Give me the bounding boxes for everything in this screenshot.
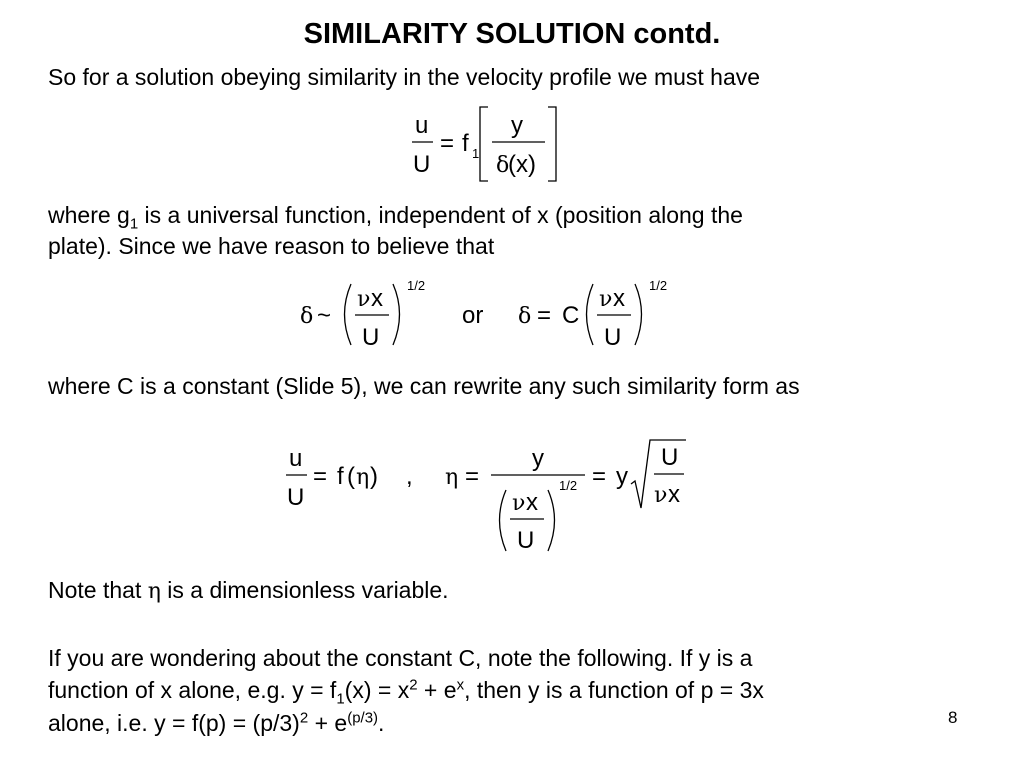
eq2-exponent-right: 1/2 <box>649 278 668 293</box>
eq3-y: y <box>616 463 628 490</box>
p5-l3-b: + e <box>308 710 348 736</box>
eq3-eta: η <box>445 465 459 490</box>
eq3-x: x <box>526 489 538 516</box>
eq3-equals-2: = <box>465 463 480 490</box>
eq3-U: U <box>517 527 535 554</box>
p5-l3-a: alone, i.e. y = f(p) = (p/3) <box>48 710 300 736</box>
paragraph-constant-note-line1: If you are wondering about the constant C, note the following. If y is a <box>48 645 753 671</box>
eq3-denominator-U: U <box>287 484 305 511</box>
eq2-U-left: U <box>362 324 380 351</box>
eq3-sqrt-numerator-U: U <box>661 444 679 471</box>
eq2-or: or <box>462 302 484 329</box>
eq2-tilde: ~ <box>317 302 332 329</box>
eq1-denominator-U: U <box>413 151 431 178</box>
paragraph-constant-note-line3 <box>48 708 384 739</box>
p5-l2-sup2: x <box>456 676 465 694</box>
eq1-numerator-u: u <box>415 112 429 139</box>
p2-text-a: where g <box>48 202 130 228</box>
eq3-f: f <box>337 463 344 490</box>
p4-text-a: Note that <box>48 577 148 603</box>
eq1-numerator-y: y <box>511 112 523 139</box>
eq3-eta-arg: η <box>356 465 370 490</box>
p2-subscript: 1 <box>129 215 139 233</box>
eq2-nu-left: ν <box>357 287 371 312</box>
p5-l3-sup2: (p/3) <box>347 709 379 727</box>
similarity-variable-equation <box>280 438 700 563</box>
eq2-C: C <box>562 302 580 329</box>
p4-text-b: is a dimensionless variable. <box>160 577 449 603</box>
paragraph-dimensionless <box>48 575 449 607</box>
eq3-numerator-y: y <box>532 445 544 472</box>
p5-l2-d: , then y is a function of p = 3x <box>464 677 764 703</box>
eq3-equals-3: = <box>592 463 607 490</box>
p5-l2-b: (x) = x <box>344 677 410 703</box>
paragraph-constant-c: where C is a constant (Slide 5), we can rewrite any such similarity form as <box>48 373 800 399</box>
eq2-x-left: x <box>371 285 383 312</box>
eq3-sqrt-nu: ν <box>654 483 668 508</box>
paragraph-universal-function-line2: plate). Since we have reason to believe that <box>48 233 495 259</box>
page-number: 8 <box>948 708 958 727</box>
eq1-delta: δ <box>496 153 510 178</box>
eq3-exponent: 1/2 <box>559 478 578 493</box>
p4-eta: η <box>147 579 161 604</box>
p5-l2-c: + e <box>417 677 457 703</box>
eq1-f-subscript: 1 <box>472 146 480 161</box>
eq3-rparen: ) <box>370 463 378 490</box>
eq3-numerator-u: u <box>289 445 303 472</box>
eq2-equals: = <box>537 302 552 329</box>
intro-line: So for a solution obeying similarity in the velocity profile we must have <box>48 64 761 90</box>
eq2-delta-right: δ <box>518 304 532 329</box>
p5-l2-sub: 1 <box>336 690 345 708</box>
paragraph-universal-function-line1 <box>48 200 743 231</box>
eq3-comma: , <box>406 463 413 490</box>
eq2-x-right: x <box>613 285 625 312</box>
eq1-equals: = <box>440 130 455 157</box>
eq2-nu-right: ν <box>599 287 613 312</box>
p5-l2-sup1: 2 <box>409 676 418 694</box>
eq3-nu: ν <box>512 491 526 516</box>
slide-title: SIMILARITY SOLUTION contd. <box>303 18 721 50</box>
eq3-equals-1: = <box>313 463 328 490</box>
eq1-x-paren: (x) <box>508 151 536 178</box>
boundary-layer-thickness-equation <box>295 270 695 360</box>
p5-l3-sup1: 2 <box>299 709 309 727</box>
eq2-exponent-left: 1/2 <box>407 278 426 293</box>
eq1-f: f <box>462 130 469 157</box>
paragraph-constant-note-line2 <box>48 675 764 706</box>
p2-text-b: is a universal function, independent of x (position along the <box>138 202 743 228</box>
p5-l2-a: function of x alone, e.g. y = f <box>48 677 337 703</box>
eq3-sqrt-x: x <box>668 481 680 508</box>
similarity-equation-1 <box>400 100 570 190</box>
eq2-delta-left: δ <box>300 304 314 329</box>
eq2-U-right: U <box>604 324 622 351</box>
eq3-lparen: ( <box>347 463 355 490</box>
p5-l3-c: . <box>378 710 385 736</box>
